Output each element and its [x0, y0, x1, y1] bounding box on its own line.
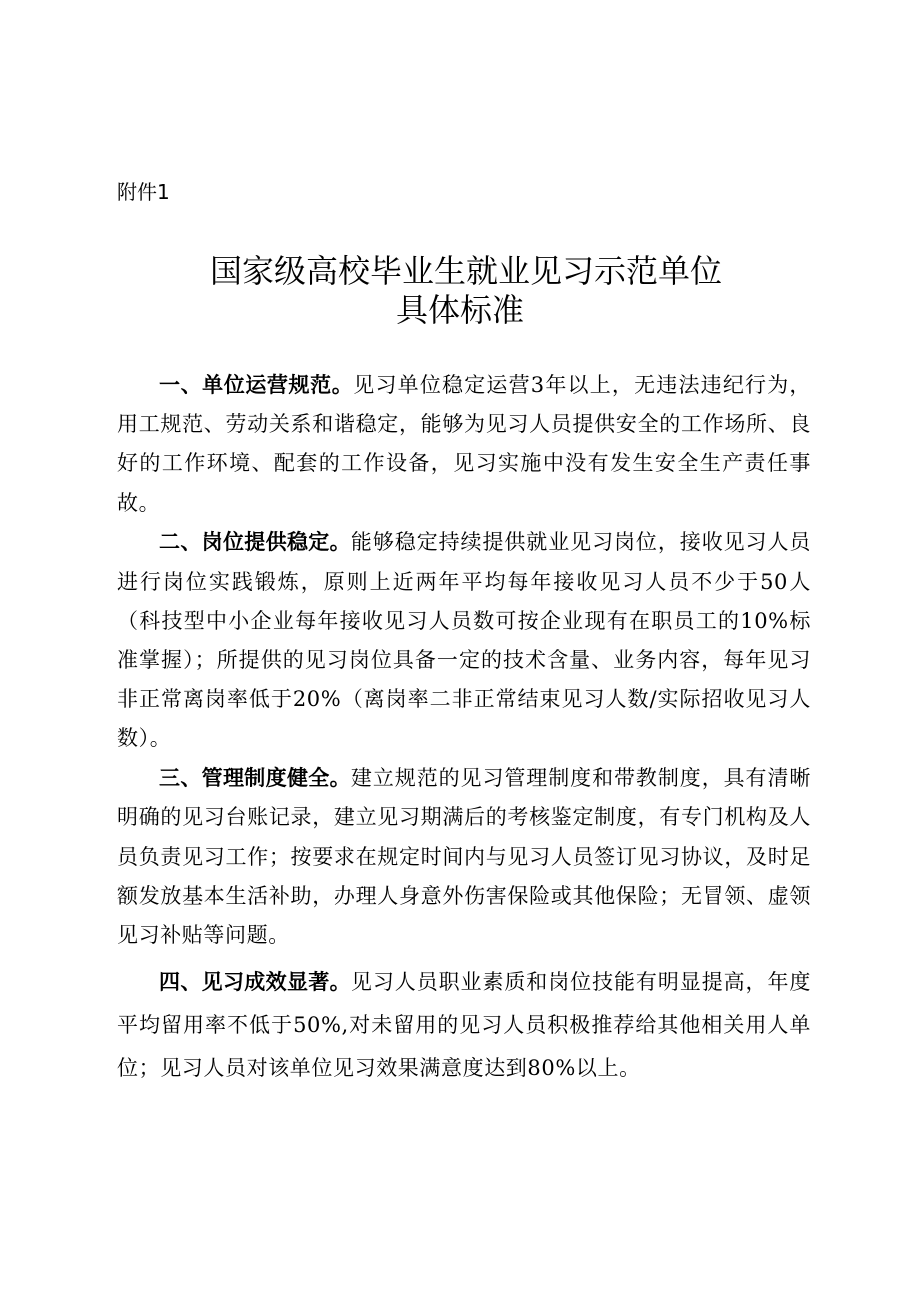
section-text: 见习人员职业素质和岗位技能有明显提高，年度平均留用率不低于50%,对未留用的见习人员积极推荐给其他相关用人单位；见习人员对该单位见习效果满意度达到80%以上。: [117, 970, 811, 1081]
attachment-label: 附件1: [117, 180, 170, 204]
section-paragraph-1: [117, 366, 811, 523]
section-paragraph-3: [117, 759, 811, 955]
section-heading: 四、见习成效显著。: [159, 970, 351, 995]
document-title-line-2: 具体标准: [395, 291, 524, 329]
section-text: 建立规范的见习管理制度和带教制度，具有清晰明确的见习台账记录，建立见习期满后的考核鉴定制度，有专门机构及人员负责见习工作；按要求在规定时间内与见习人员签订见习协议，及时足额发放基本生活补助，办理人身意外伤害保险或其他保险；无冒领、虚领见习补贴等问题。: [117, 766, 811, 948]
section-heading: 二、岗位提供稳定。: [159, 530, 351, 555]
section-paragraph-4: [117, 961, 811, 1090]
document-body: [117, 366, 811, 1090]
section-heading: 一、单位运营规范。: [159, 373, 354, 397]
section-heading: 三、管理制度健全。: [159, 766, 351, 791]
section-paragraph-2: [117, 523, 811, 758]
section-text: 见习单位稳定运营3年以上，无违法违纪行为，用工规范、劳动关系和谐稳定，能够为见习人员提供安全的工作场所、良好的工作环境、配套的工作设备，见习实施中没有发生安全生产责任事故。: [117, 373, 812, 515]
document-title-line-1: 国家级高校毕业生就业见习示范单位: [209, 252, 722, 290]
section-text: 能够稳定持续提供就业见习岗位，接收见习人员进行岗位实践锻炼，原则上近两年平均每年接收见习人员不少于50人（科技型中小企业每年接收见习人员数可按企业现有在职员工的10%标准掌握）；所提供的见习岗位具备一定的技术含量、业务内容，每年见习非正常离岗率低于20%（离岗率二非正常结束见习人数/实际招收见习人数）。: [117, 530, 811, 751]
